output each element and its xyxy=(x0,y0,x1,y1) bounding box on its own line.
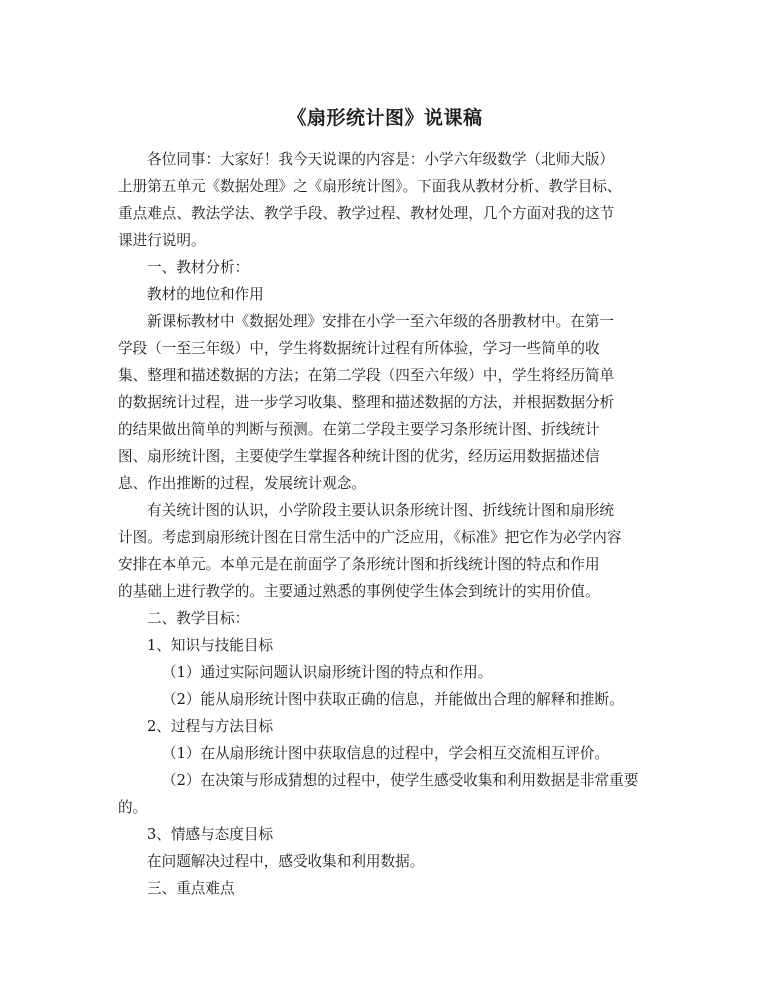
paragraph-line: 在问题解决过程中，感受收集和利用数据。 xyxy=(147,853,425,870)
paragraph-line: 课进行说明。 xyxy=(118,232,206,249)
list-item: （2）在决策与形成猜想的过程中，使学生感受收集和利用数据是非常重要 xyxy=(162,772,639,789)
document-title: 《扇形统计图》说课稿 xyxy=(287,107,483,129)
section-heading: 一、教材分析： xyxy=(147,259,250,276)
paragraph-line: 上册第五单元《数据处理》之《扇形统计图》。下面我从教材分析、教学目标、 xyxy=(118,178,622,195)
paragraph-line: 图、扇形统计图，主要使学生掌握各种统计图的优劣，经历运用数据描述信 xyxy=(118,448,600,465)
section-heading: 三、重点难点 xyxy=(147,880,235,897)
paragraph-line: 新课标教材中《数据处理》安排在小学一至六年级的各册教材中。在第一 xyxy=(147,313,615,330)
paragraph-line: 各位同事：大家好！我今天说课的内容是：小学六年级数学（北师大版） xyxy=(147,151,615,168)
subsection-heading: 2、过程与方法目标 xyxy=(147,718,274,735)
section-heading: 二、教学目标： xyxy=(147,610,250,627)
paragraph-line: 的数据统计过程，进一步学习收集、整理和描述数据的方法，并根据数据分析 xyxy=(118,394,615,411)
subsection-heading: 3、情感与态度目标 xyxy=(147,826,274,843)
paragraph-line: 有关统计图的认识，小学阶段主要认识条形统计图、折线统计图和扇形统 xyxy=(147,502,615,519)
list-item: （2）能从扇形统计图中获取正确的信息，并能做出合理的解释和推断。 xyxy=(162,691,624,708)
list-item-continuation: 的。 xyxy=(118,799,148,816)
paragraph-line: 的结果做出简单的判断与预测。在第二学段主要学习条形统计图、折线统计 xyxy=(118,421,600,438)
paragraph-line: 计图。考虑到扇形统计图在日常生活中的广泛应用，《标准》把它作为必学内容 xyxy=(118,529,622,546)
paragraph-line: 息、作出推断的过程，发展统计观念。 xyxy=(118,475,367,492)
paragraph-line: 重点难点、教法学法、教学手段、教学过程、教材处理，几个方面对我的这节 xyxy=(118,205,615,222)
paragraph-line: 安排在本单元。本单元是在前面学了条形统计图和折线统计图的特点和作用 xyxy=(118,556,600,573)
paragraph-line: 集、整理和描述数据的方法；在第二学段（四至六年级）中，学生将经历简单 xyxy=(118,367,615,384)
subsection-heading: 1、知识与技能目标 xyxy=(147,637,274,654)
subsection-heading: 教材的地位和作用 xyxy=(147,286,264,303)
list-item: （1）在从扇形统计图中获取信息的过程中，学会相互交流相互评价。 xyxy=(162,745,610,762)
list-item: （1）通过实际问题认识扇形统计图的特点和作用。 xyxy=(162,664,493,681)
paragraph-line: 学段（一至三年级）中，学生将数据统计过程有所体验，学习一些简单的收 xyxy=(118,340,600,357)
paragraph-line: 的基础上进行教学的。主要通过熟悉的事例使学生体会到统计的实用价值。 xyxy=(118,583,600,600)
